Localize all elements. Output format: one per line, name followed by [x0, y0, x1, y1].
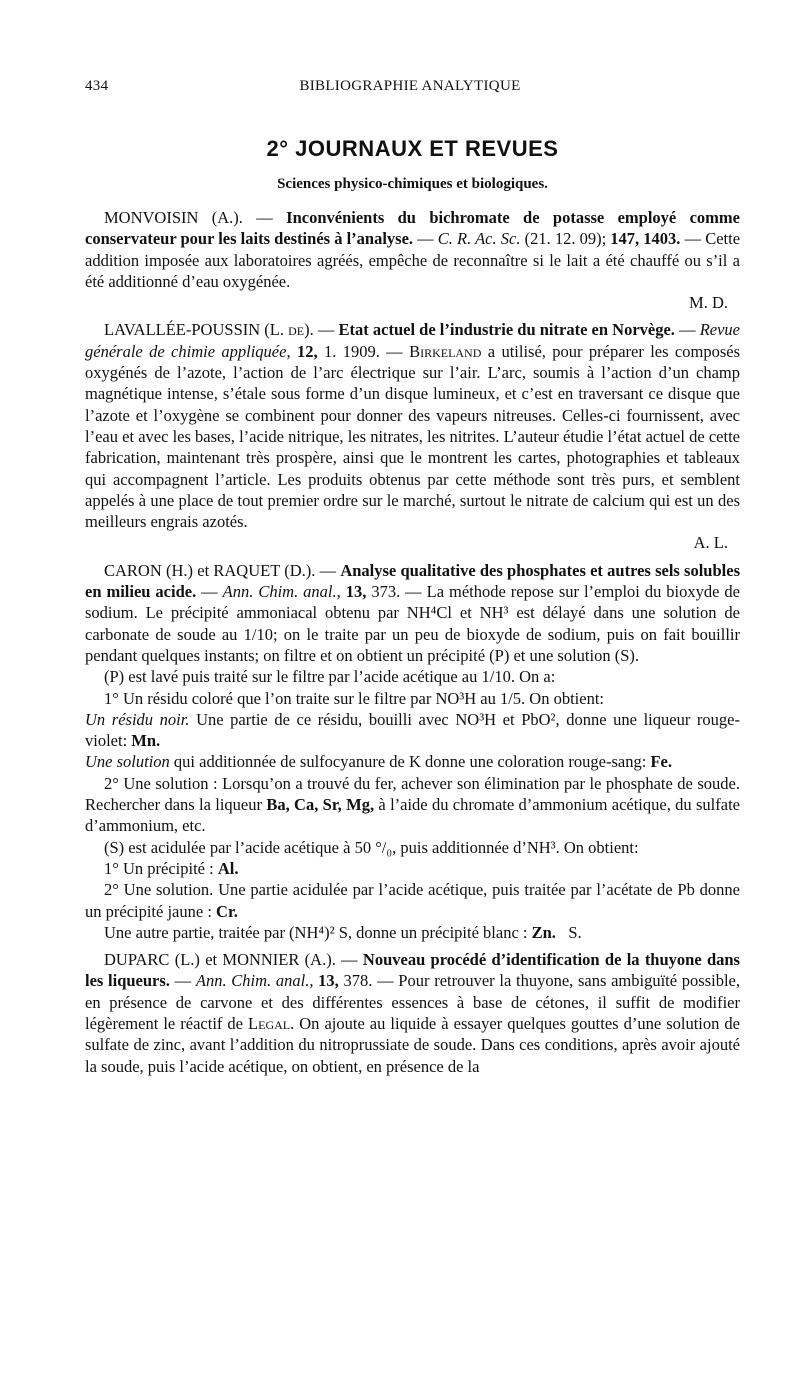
entry-lavallee-poussin	[85, 319, 740, 553]
residu-text: Une partie de ce résidu, bouilli avec NO³H et PbO², donne une liqueur rouge-violet:	[85, 709, 740, 751]
solution-label: Une solution	[85, 752, 170, 772]
s-step3-text: Une autre partie, traitée par (NH⁴)² S, donne un précipité blanc :	[104, 922, 532, 942]
ref-page: 373.	[366, 582, 401, 602]
ref-volume: 147, 1403.	[610, 229, 681, 249]
entry-summary-cont: . On ajoute au liquide à essayer quelques gouttes d’une solution de sulfate de zinc, avant l’addition du nitroprussiate de soude. Dans ces conditions, après avoir ajouté la soude, puis l’acide acétique, on obtient, en présence de la	[85, 1013, 740, 1076]
s-step2-text: 2° Une solution. Une partie acidulée par l’acide acétique, puis traitée par l’acétate de Pb donne un précipité jaune :	[85, 880, 740, 921]
ref-volume: 12,	[296, 341, 318, 361]
entry-author: MONVOISIN (A.). —	[104, 208, 287, 227]
s-step1-text: 1° Un précipité :	[104, 858, 218, 878]
reviewer-signature: S.	[568, 922, 582, 942]
entry-paragraph	[85, 560, 740, 666]
entry-paragraph	[85, 319, 740, 532]
ref-volume: 13,	[318, 971, 339, 991]
entry-summary: — Pour retrouver la thuyone, sans ambiguïté possible, en présence de carvone et des différentes essences à base de cétones, il suffit de modifier légèrement le réactif de	[85, 971, 741, 1033]
running-header	[85, 78, 735, 100]
entry-paragraph	[85, 207, 740, 292]
article-body	[85, 207, 740, 1083]
entry-title: Inconvénients du bichromate de potasse employé comme conservateur pour les laits destinés à l’analyse.	[85, 208, 740, 249]
journal-name: Ann. Chim. anal.,	[195, 971, 314, 991]
running-title: BIBLIOGRAPHIE ANALYTIQUE	[299, 78, 521, 94]
journal-name: Ann. Chim. anal.,	[222, 582, 341, 602]
entry-author-end: ). —	[304, 320, 339, 340]
journal-name: Revue générale de chimie appliquée,	[85, 320, 741, 361]
result-zn: Zn.	[531, 922, 556, 942]
result-mn: Mn.	[131, 731, 161, 751]
ref-separator: —	[196, 582, 223, 602]
ref-separator: —	[674, 320, 700, 340]
ref-separator: —	[169, 971, 196, 991]
ref-issue: 1. 1909. —	[317, 341, 410, 361]
entry-paragraph	[85, 949, 740, 1077]
procedure-residu	[85, 709, 740, 752]
entry-author: CARON (H.) et RAQUET (D.). —	[104, 560, 341, 580]
step2-end: à l’aide du chromate d’ammonium acétique, du sulfate d’ammonium, etc.	[85, 795, 740, 836]
entry-author: LAVALLÉE-POUSSIN (L.	[104, 320, 289, 340]
subsection-title: Sciences physico-chimiques et biologiques.	[277, 176, 548, 192]
result-fe: Fe.	[650, 752, 672, 772]
entry-summary: — La méthode repose sur l’emploi du bioxyde de sodium. Le précipité ammoniacal obtenu par NH⁴Cl et NH³ est délayé dans une solution de carbonate de soude au 1/10; on le traite par un peu de bioxyde de sodium, puis on fait bouillir pendant quelques instants; on filtre et on obtient un précipité (P) et une solution (S).	[85, 582, 740, 665]
procedure-s-step1	[85, 858, 740, 879]
journal-name: C. R. Ac. Sc.	[437, 229, 521, 249]
ref-page: 378.	[338, 971, 373, 991]
procedure-s-step2	[85, 879, 740, 922]
result-al: Al.	[217, 858, 239, 878]
entry-duparc-monnier	[85, 949, 740, 1077]
entry-title: Nouveau procédé d’identification de la thuyone dans les liqueurs.	[85, 950, 740, 991]
cited-person: Birkeland	[409, 341, 482, 361]
ref-separator: —	[413, 229, 438, 249]
procedure-s-step3	[85, 922, 740, 943]
step2-text: 2° Une solution : Lorsqu’on a trouvé du fer, achever son élimination par le phosphate de soude. Rechercher dans la liqueur	[85, 773, 740, 815]
residu-label: Un résidu noir.	[85, 709, 190, 729]
result-cr: Cr.	[216, 901, 238, 921]
page-number: 434	[85, 78, 109, 94]
solution-text: qui additionnée de sulfocyanure de K donne une coloration rouge-sang:	[169, 752, 651, 772]
result-ions: Ba, Ca, Sr, Mg,	[266, 795, 375, 815]
reviewer-signature: M. D.	[689, 293, 728, 313]
procedure-s: (S) est acidulée par l’acide acétique à 50 °/₀, puis additionnée d’NH³. On obtient:	[104, 837, 639, 857]
procedure-p: (P) est lavé puis traité sur le filtre par l’acide acétique au 1/10. On a:	[104, 667, 556, 687]
ref-volume: 13,	[345, 582, 367, 602]
section-title: 2° JOURNAUX ET REVUES	[266, 136, 559, 161]
entry-title: Etat actuel de l’industrie du nitrate en Norvège.	[338, 320, 675, 340]
procedure-p-step2	[85, 773, 740, 837]
procedure-p-step1: 1° Un résidu coloré que l’on traite sur le filtre par NO³H au 1/5. On obtient:	[104, 688, 604, 708]
procedure-solution	[85, 751, 740, 772]
reviewer-signature: A. L.	[693, 533, 728, 553]
entry-monvoisin	[85, 207, 740, 313]
entry-summary: — Cette addition imposée aux laboratoires agréés, empêche de reconnaître si le lait a été chauffé ou s’il a été additionné d’eau oxygénée.	[85, 229, 741, 291]
entry-summary: a utilisé, pour préparer les composés oxygénés de l’azote, l’action de l’arc électrique sur l’air. L’arc, soumis à l’action d’un champ magnétique intense, s’étale sous forme d’un disque lumineux, et c’est en traversant ce disque que l’azote et l’oxygène se combinent pour donner des vapeurs nitreuses. Celles-ci fournissent, avec l’eau et avec les bases, l’acide nitrique, les nitrates, les nitrites. L’auteur étudie l’état actuel de cette fabrication, maintenant très prospère, ainsi que le montrent les cartes, photographies et tableaux qui accompagnent l’article. Les produits obtenus par cette méthode sont très purs, et semblent appelés à une place de tout premier ordre sur le marché, surtout le nitrate de calcium qui est un des meilleurs engrais azotés.	[85, 341, 740, 532]
entry-author: DUPARC (L.) et MONNIER (A.). —	[104, 950, 363, 970]
entry-title: Analyse qualitative des phosphates et autres sels solubles en milieu acide.	[85, 560, 740, 602]
author-particle: de	[288, 320, 305, 340]
cited-person: Legal	[248, 1013, 291, 1033]
ref-date: (21. 12. 09);	[520, 229, 611, 249]
entry-caron-raquet	[85, 560, 740, 943]
